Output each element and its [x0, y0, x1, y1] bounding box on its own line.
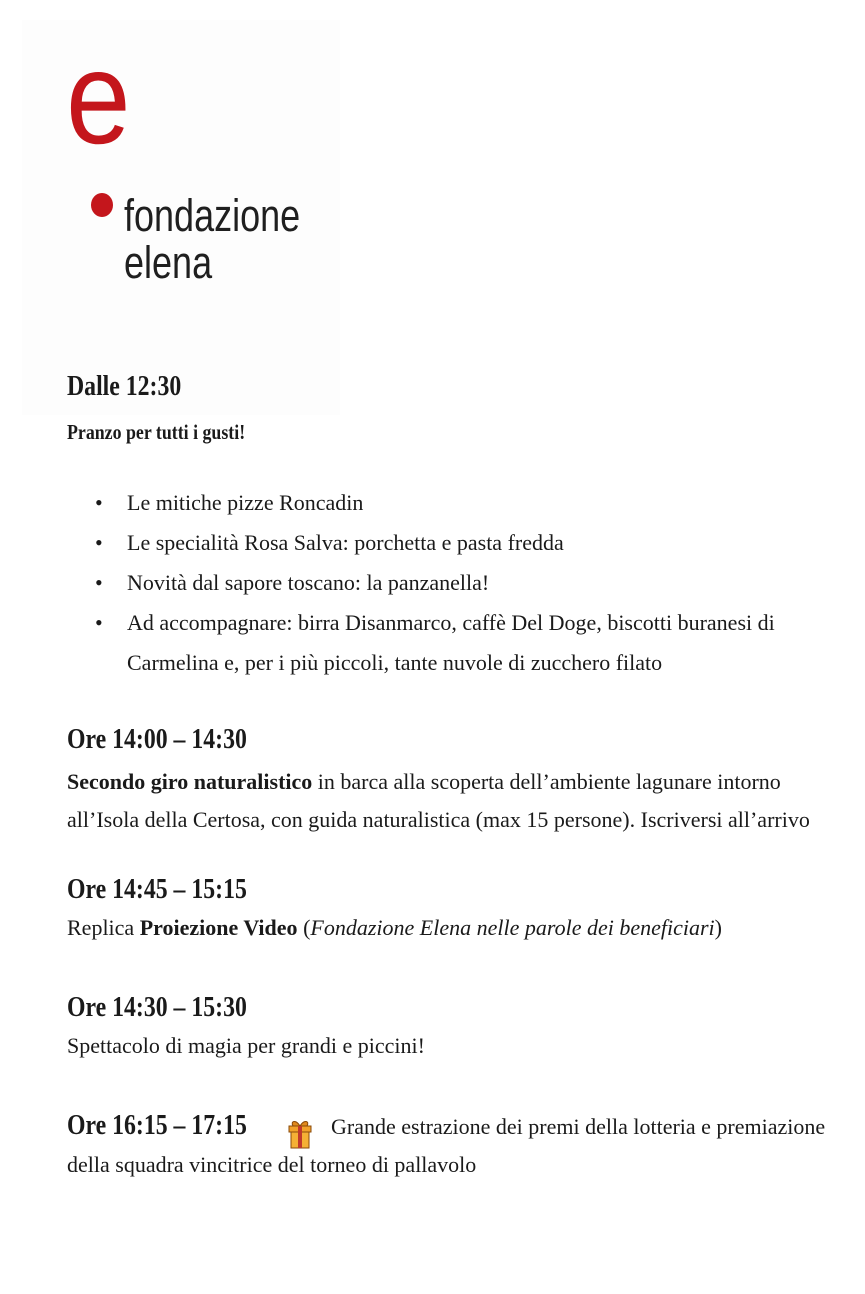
section-time: Ore 14:30 – 15:30 — [67, 991, 247, 1023]
section-description: Secondo giro naturalistico in barca alla scoperta dell’ambiente lagunare intorno all’Isola della Certosa, con guida naturalistica (max 15 persone). Iscriversi all’arrivo — [67, 769, 810, 832]
gift-icon — [287, 1119, 313, 1149]
section-description: Spettacolo di magia per grandi e piccini! — [67, 1033, 425, 1058]
menu-list — [67, 483, 827, 683]
section-magic — [67, 989, 827, 1065]
section-time: Ore 14:00 – 14:30 — [67, 723, 247, 755]
section-time: Ore 16:15 – 17:15 — [67, 1109, 247, 1141]
bullet-icon: • — [95, 610, 103, 635]
section-nature-tour — [67, 721, 827, 839]
logo-line-2: elena — [124, 237, 213, 288]
list-item: • Le specialità Rosa Salva: porchetta e pasta fredda — [67, 523, 827, 563]
section-subtitle: Pranzo per tutti i gusti! — [67, 420, 246, 444]
list-item: • Novità dal sapore toscano: la panzanella! — [67, 563, 827, 603]
list-item: • Ad accompagnare: birra Disanmarco, caffè Del Doge, biscotti buranesi di Carmelina e, per i più piccoli, tante nuvole di zucchero filato — [67, 603, 827, 683]
bullet-icon: • — [95, 490, 103, 515]
section-description: Ore 16:15 – 17:15 Grande estrazione dei premi della lotteria e premiazione della squadra vincitrice del torneo di pallavolo — [67, 1109, 826, 1177]
logo-dot — [91, 193, 113, 217]
list-item: • Le mitiche pizze Roncadin — [67, 483, 827, 523]
section-lottery — [67, 1107, 827, 1184]
section-video — [67, 871, 827, 947]
logo-wordmark — [124, 192, 300, 286]
section-description: Replica Proiezione Video (Fondazione Elena nelle parole dei beneficiari) — [67, 915, 722, 940]
bullet-icon: • — [95, 530, 103, 555]
section-lunch — [67, 368, 827, 683]
section-time: Ore 14:45 – 15:15 — [67, 873, 247, 905]
logo-mark: e — [66, 24, 131, 171]
bullet-icon: • — [95, 570, 103, 595]
logo-line-1: fondazione — [124, 190, 301, 241]
program — [67, 368, 827, 1184]
section-time: Dalle 12:30 — [67, 370, 182, 402]
